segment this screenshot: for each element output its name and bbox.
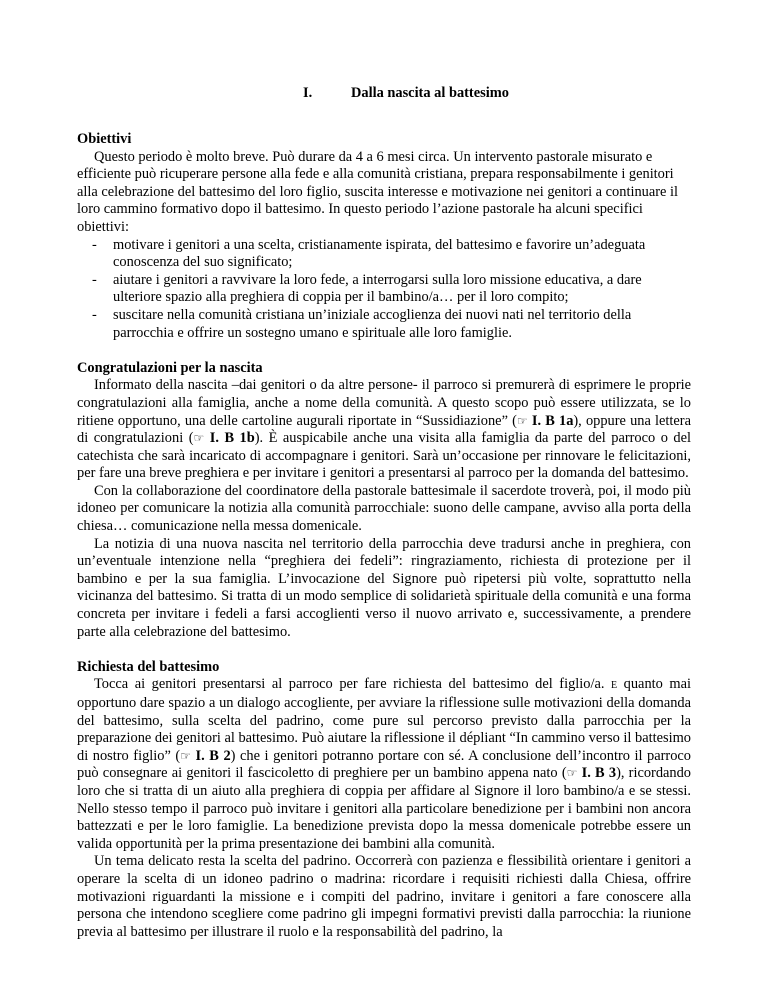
pointing-hand-icon: ☞ <box>193 431 205 446</box>
congratulazioni-paragraph-2: Con la collaborazione del coordinatore della pastorale battesimale il sacerdote troverà, poi, il modo più idoneo per comunicare la notizia alla comunità parrocchiale: suono delle campane, avviso alla porta della chiesa… comunicazione nella messa domenicale. <box>77 482 691 535</box>
cross-reference: ☞ I. B 1b <box>193 430 255 447</box>
pointing-hand-icon: ☞ <box>516 413 528 428</box>
cross-reference: ☞ I. B 1a <box>516 412 574 429</box>
congratulazioni-paragraph-3: La notizia di una nuova nascita nel territorio della parrocchia deve tradursi anche in preghiera, con un’eventuale intenzione nella “preghiera dei fedeli”: ringraziamento, richiesta di protezione per il bambino e per la sua famiglia. L’invocazione del Signore può ripetersi più volte, soprattutto nella vicinanza del battesimo. Si tratta di un modo semplice di solidarietà spirituale della comunità e una forma concreta per invitare i fedeli a farsi accoglienti verso il nuovo arrivato e, successivamente, a prendere parte alla celebrazione del battesimo. <box>77 535 691 640</box>
obiettivi-intro: Questo periodo è molto breve. Può durare da 4 a 6 mesi circa. Un intervento pastorale misurato e efficiente può ricuperare persone alla fede e alla comunità cristiana, prepara responsabilmente i genitori alla celebrazione del battesimo del loro figlio, suscita interesse e motivazione nei genitori a continuare il loro cammino formativo dopo il battesimo. In questo periodo l’azione pastorale ha alcuni specifici obiettivi: <box>77 148 678 235</box>
chapter-number: I. <box>303 85 313 101</box>
section-obiettivi <box>77 131 691 342</box>
cross-reference: ☞ I. B 2 <box>180 747 231 764</box>
section-richiesta <box>77 659 691 942</box>
list-item: - aiutare i genitori a ravvivare la loro fede, a interrogarsi sulla loro missione educativa, a dare ulteriore spazio alla preghiera di coppia per il bambino/a… per il loro compito; <box>92 271 642 306</box>
obiettivi-list <box>77 237 691 343</box>
list-item: - suscitare nella comunità cristiana un’iniziale accoglienza dei nuovi nati nel territorio della parrocchia e offrire un sostegno umano e spirituale alle loro famiglie. <box>92 306 632 341</box>
dash-bullet: - <box>92 306 97 323</box>
richiesta-paragraph-2: Un tema delicato resta la scelta del padrino. Occorrerà con pazienza e flessibilità orientare i genitori a operare la scelta di un idoneo padrino o madrina: ricordare i requisiti richiesti dalla Chiesa, offrire motivazioni riguardanti la missione e i compiti del padrino, invitare i genitori a fare conoscere alla persona che intendono scegliere come padrino gli impegni formativi previsti dalla parrocchia: la riunione previa al battesimo per illustrare il ruolo e la responsabilità del padrino, la <box>77 853 691 940</box>
richiesta-paragraph-1: Tocca ai genitori presentarsi al parroco per fare richiesta del battesimo del figlio/a. E quanto mai opportuno dare spazio a un dialogo accogliente, per avviare la riflessione sulle motivazioni della domanda del battesimo, sulla scelta del padrino, come pure sul percorso previsto dalla parrocchia per la preparazione dei genitori al battesimo. Può aiutare la riflessione il dépliant “In cammino verso il battesimo di nostro figlio” (☞ I. B 2) che i genitori potranno portare con sé. A conclusione dell’incontro il parroco può consegnare ai genitori il fascicoletto di preghiere per un bambino appena nato (☞ I. B 3), ricordando loro che si tratta di un aiuto alla preghiera di coppia per affidare al Signore il loro bambino/a e se stessi. Nello stesso tempo il parroco può invitare i genitori alla particolare benedizione per i bambini non ancora battezzati e per le loro famiglie. La benedizione prevista dopo la messa domenicale potrebbe essere un valida opportunità per la prima presentazione dei bambini alla comunità. <box>77 676 692 852</box>
list-item: - motivare i genitori a una scelta, cristianamente ispirata, del battesimo e favorire un’adeguata conoscenza del suo significato; <box>92 236 646 271</box>
section-congratulazioni <box>77 360 691 642</box>
dash-bullet: - <box>92 236 97 253</box>
pointing-hand-icon: ☞ <box>566 766 578 781</box>
document-body <box>77 131 691 959</box>
section-heading-richiesta: Richiesta del battesimo <box>77 658 220 675</box>
pointing-hand-icon: ☞ <box>180 748 191 763</box>
section-heading-obiettivi: Obiettivi <box>77 131 132 147</box>
congratulazioni-paragraph-1: Informato della nascita –dai genitori o da altre persone- il parroco si premurerà di esprimere le proprie congratulazioni alla famiglia, anche a nome della comunità. A questo scopo può essere utilizzata, se lo ritiene opportuno, una delle cartoline augurali riportate in “Sussidiazione” (☞ I. B 1a), oppure una lettera di congratulazioni (☞ I. B 1b). È auspicabile anche una visita alla famiglia da parte del parroco o del catechista che sarà incaricato di accompagnare i genitori. Sarà un’occasione per rinnovare le felicitazioni, per fare una breve preghiera e per invitare i genitori a presentarsi al parroco per la domanda del battesimo. <box>77 377 691 482</box>
dash-bullet: - <box>92 271 97 288</box>
cross-reference: ☞ I. B 3 <box>566 765 617 782</box>
chapter-title: Dalla nascita al battesimo <box>351 85 509 101</box>
section-heading-congratulazioni: Congratulazioni per la nascita <box>77 359 263 376</box>
